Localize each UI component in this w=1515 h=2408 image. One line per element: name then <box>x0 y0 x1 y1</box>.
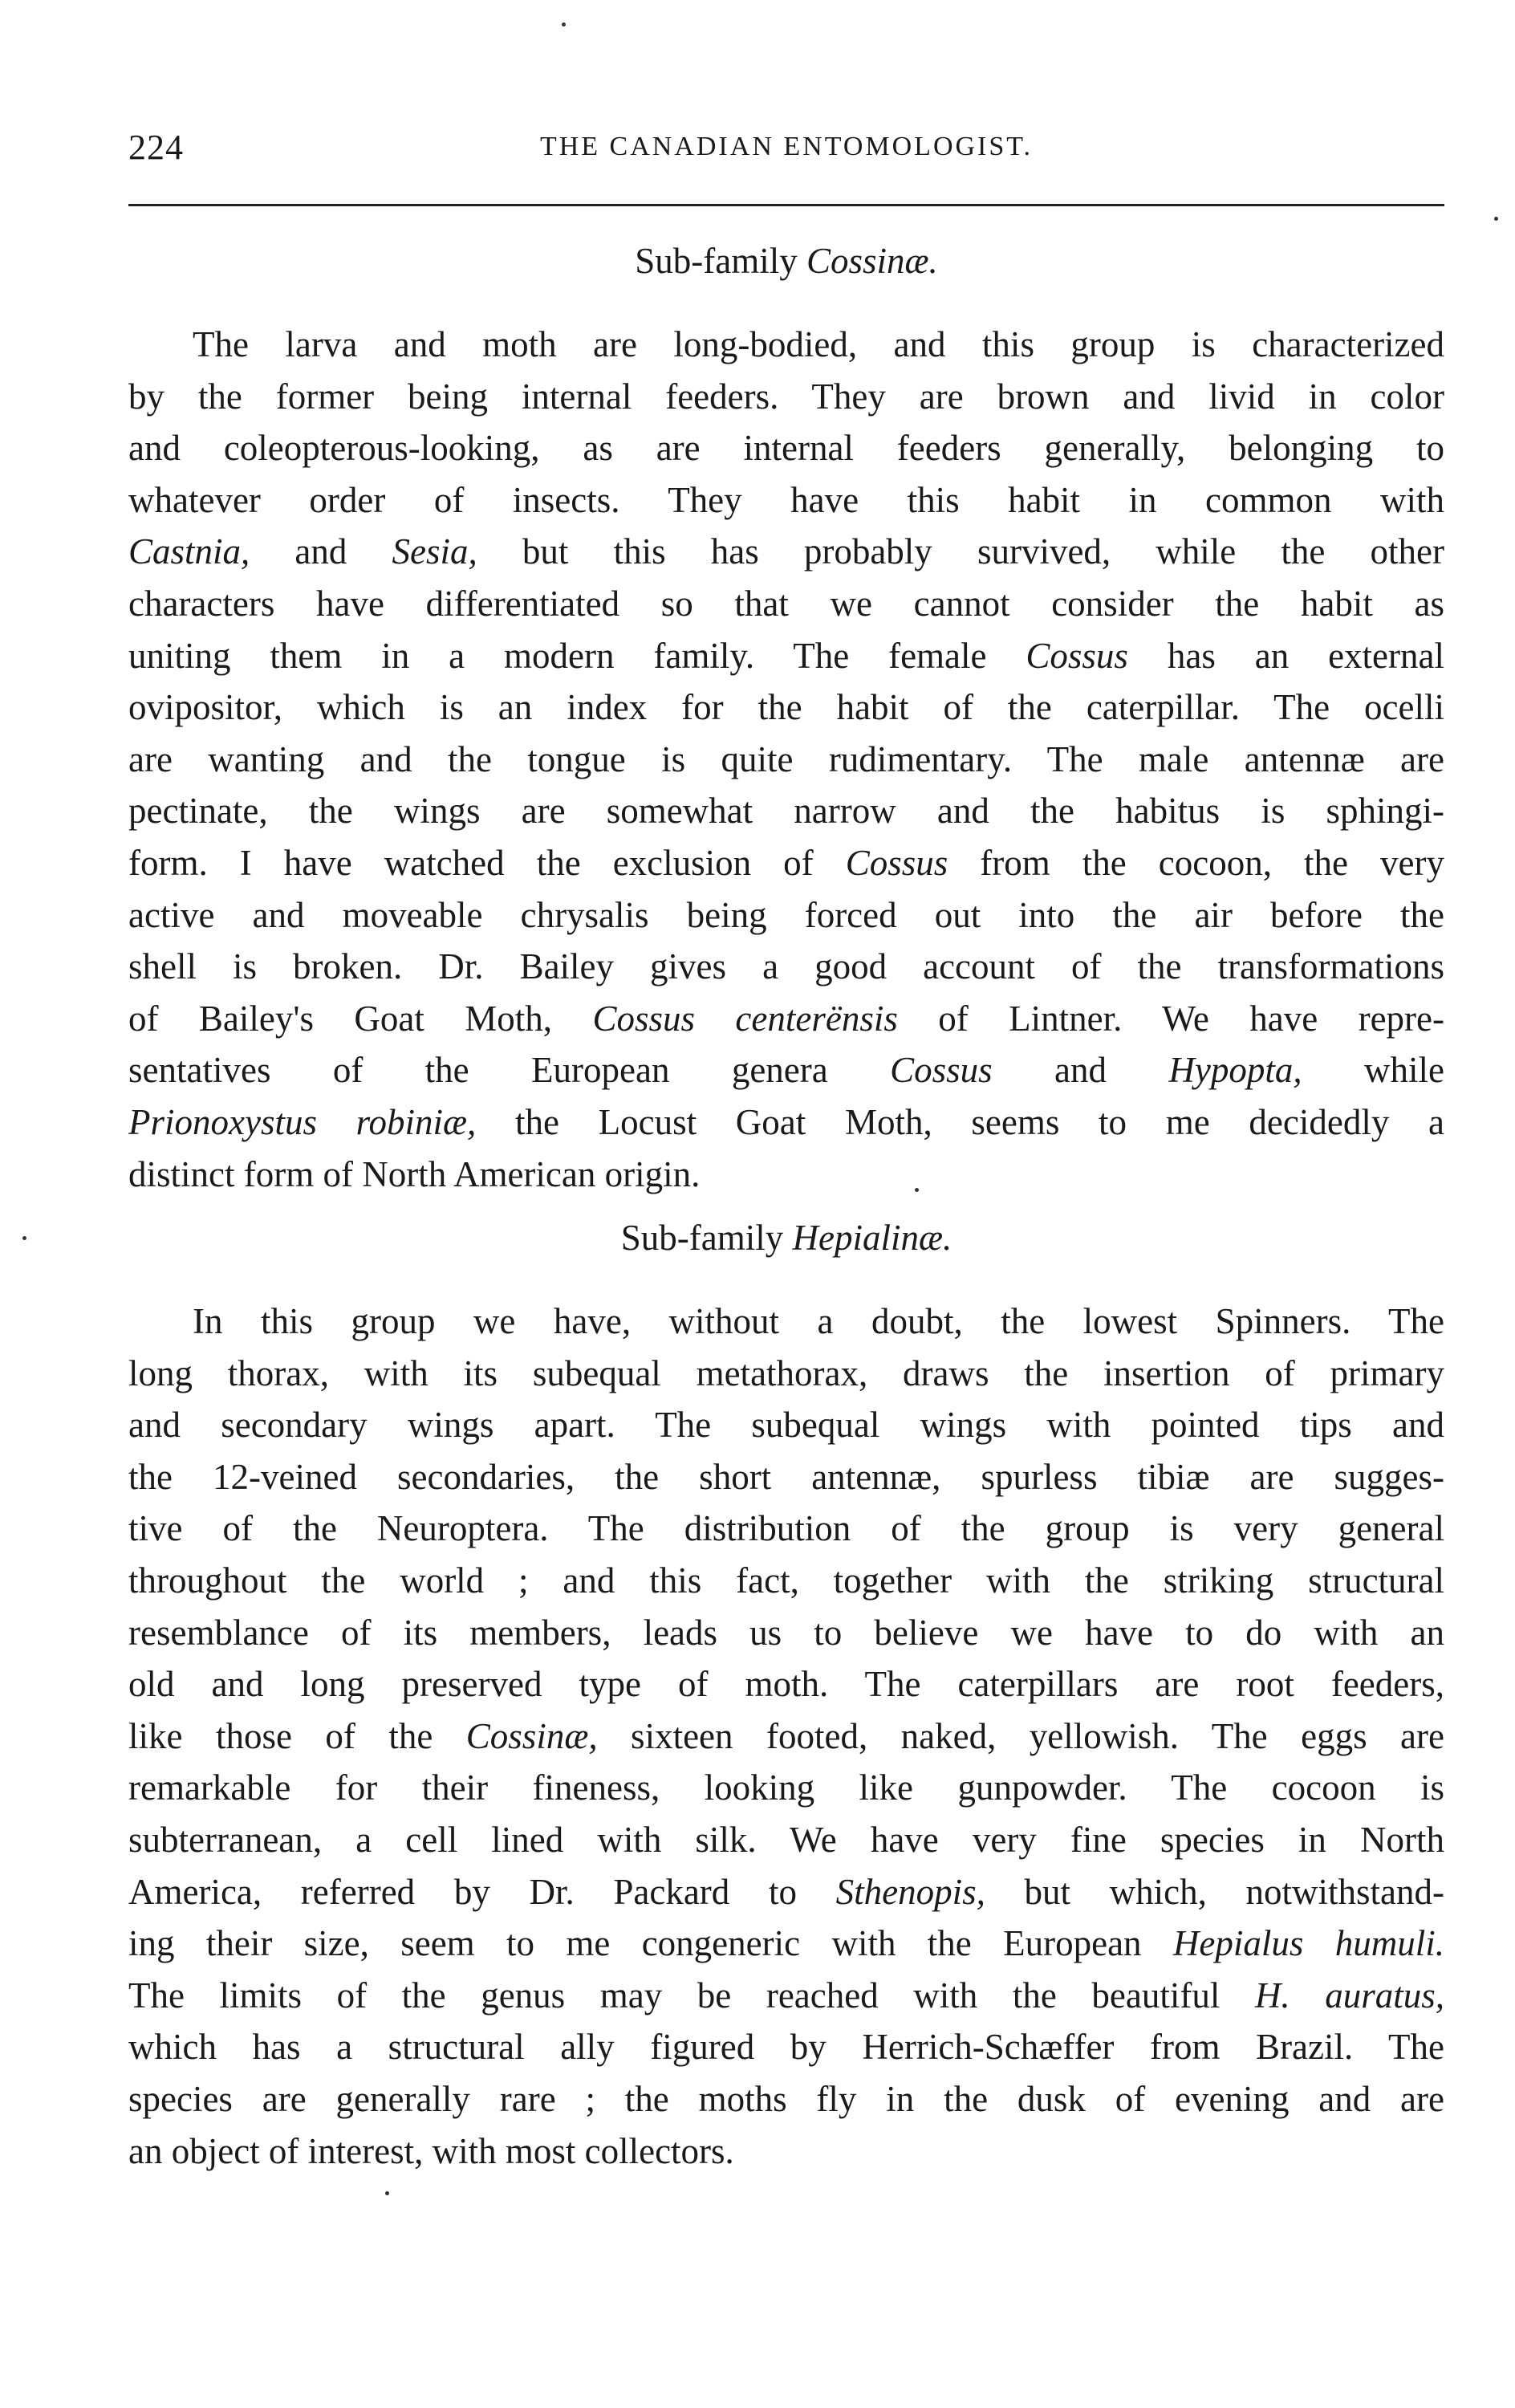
text-run: by the former being internal feeders. They are brown and livid in color <box>128 376 1444 417</box>
text-run: active and moveable chrysalis being forced out into the air before the <box>128 894 1444 935</box>
text-line <box>128 1918 1444 1970</box>
text-run: the Locust Goat Moth, seems to me decidedly a <box>476 1101 1444 1142</box>
text-line <box>128 2125 1444 2178</box>
text-line <box>128 371 1444 423</box>
italic-term: Cossus <box>1026 635 1128 676</box>
text-run: shell is broken. Dr. Bailey gives a good account of the transformations <box>128 946 1444 987</box>
print-speck <box>385 2191 389 2195</box>
text-line <box>128 734 1444 786</box>
text-line <box>128 1607 1444 1659</box>
text-line <box>128 1399 1444 1451</box>
paragraph <box>128 1296 1444 2177</box>
text-line <box>128 1451 1444 1503</box>
section-heading-prefix: Sub-family <box>635 241 806 281</box>
text-line <box>128 1503 1444 1555</box>
section-heading <box>128 1214 1444 1262</box>
text-run: The limits of the genus may be reached with the beautiful <box>128 1975 1255 2015</box>
italic-term: H. auratus, <box>1254 1975 1444 2015</box>
text-line <box>128 630 1444 682</box>
text-run: tive of the Neuroptera. The distribution of the group is very general <box>128 1508 1444 1549</box>
section-heading <box>128 237 1444 285</box>
text-run: sixteen footed, naked, yellowish. The eggs are <box>597 1715 1444 1756</box>
text-run: of Bailey's Goat Moth, <box>128 998 593 1039</box>
print-speck <box>915 1188 919 1192</box>
text-line <box>128 2073 1444 2125</box>
text-line <box>128 526 1444 578</box>
italic-term: Sthenopis, <box>835 1871 985 1912</box>
text-line <box>128 1096 1444 1149</box>
text-run: characters have differentiated so that we cannot consider the habit as <box>128 583 1444 624</box>
text-run: America, referred by Dr. Packard to <box>128 1871 836 1912</box>
italic-term: Sesia, <box>392 531 477 572</box>
text-run: remarkable for their fineness, looking like gunpowder. The cocoon is <box>128 1767 1444 1808</box>
text-run: and <box>250 531 392 572</box>
text-run: and secondary wings apart. The subequal wings with pointed tips and <box>128 1405 1444 1446</box>
text-line <box>128 1555 1444 1607</box>
text-run: pectinate, the wings are somewhat narrow and the habitus is sphingi- <box>128 791 1444 832</box>
print-speck <box>1494 217 1498 221</box>
text-line <box>128 1866 1444 1918</box>
text-run: like those of the <box>128 1715 466 1756</box>
text-run: from the cocoon, the very <box>948 842 1444 883</box>
text-line <box>128 993 1444 1045</box>
text-run: an object of interest, with most collectors. <box>128 2130 734 2171</box>
text-run: and coleopterous-looking, as are internal feeders generally, belonging to <box>128 428 1444 469</box>
section-cossinae <box>128 237 1444 1200</box>
journal-title: THE CANADIAN ENTOMOLOGIST. <box>539 132 1034 161</box>
text-line <box>128 1149 1444 1201</box>
text-line <box>128 422 1444 474</box>
text-run: sentatives of the European genera <box>128 1050 891 1091</box>
text-line <box>128 1658 1444 1710</box>
text-run: of Lintner. We have repre- <box>897 998 1444 1039</box>
text-run: In this group we have, without a doubt, the lowest Spinners. The <box>193 1301 1444 1341</box>
text-line <box>128 1970 1444 2022</box>
text-run: subterranean, a cell lined with silk. We have very fine species in North <box>128 1819 1444 1860</box>
text-run: long thorax, with its subequal metathorax, draws the insertion of primary <box>128 1352 1444 1393</box>
text-run: throughout the world ; and this fact, together with the striking structural <box>128 1560 1444 1601</box>
italic-term: Cossus <box>845 842 948 883</box>
text-line <box>128 1296 1444 1348</box>
text-line <box>128 837 1444 889</box>
section-heading-taxon: Hepialinæ. <box>792 1218 952 1258</box>
text-run: ing their size, seem to me congeneric with the European <box>128 1923 1173 1964</box>
text-run: whatever order of insects. They have this habit in common with <box>128 479 1444 520</box>
italic-term: Hypopta, <box>1168 1050 1302 1091</box>
text-run: form. I have watched the exclusion of <box>128 842 846 883</box>
text-line <box>128 941 1444 993</box>
text-run: resemblance of its members, leads us to believe we have to do with an <box>128 1612 1444 1653</box>
text-run: distinct form of North American origin. <box>128 1153 701 1194</box>
page-number: 224 <box>128 128 184 167</box>
text-run: and <box>992 1050 1169 1091</box>
text-line <box>128 1710 1444 1763</box>
section-hepialinae <box>128 1214 1444 2177</box>
italic-term: Castnia, <box>128 531 250 572</box>
text-line <box>128 1814 1444 1866</box>
section-heading-taxon: Cossinæ. <box>806 241 938 281</box>
print-speck <box>22 1236 26 1240</box>
print-speck <box>562 22 566 26</box>
section-heading-prefix: Sub-family <box>620 1218 793 1258</box>
text-line <box>128 681 1444 734</box>
text-run: which has a structural ally figured by Herrich-Schæffer from Brazil. The <box>128 2027 1444 2068</box>
text-line <box>128 889 1444 942</box>
text-line <box>128 1044 1444 1096</box>
italic-term: Hepialus humuli. <box>1172 1923 1444 1964</box>
paragraph <box>128 319 1444 1200</box>
text-run: are wanting and the tongue is quite rudimentary. The male antennæ are <box>128 738 1444 779</box>
text-line <box>128 2021 1444 2073</box>
text-line <box>128 1348 1444 1400</box>
text-run: uniting them in a modern family. The female <box>128 635 1026 676</box>
text-run: while <box>1302 1050 1444 1091</box>
header-rule <box>128 204 1444 206</box>
text-run: the 12-veined secondaries, the short antennæ, spurless tibiæ are sugges- <box>128 1456 1444 1497</box>
text-run: but this has probably survived, while the other <box>477 531 1444 572</box>
text-run: The larva and moth are long-bodied, and this group is characterized <box>193 324 1444 364</box>
italic-term: Cossus centerënsis <box>592 998 898 1039</box>
text-line <box>128 474 1444 527</box>
text-run: old and long preserved type of moth. The caterpillars are root feeders, <box>128 1664 1444 1705</box>
running-head <box>128 127 1444 175</box>
text-line <box>128 785 1444 837</box>
text-run: ovipositor, which is an index for the habit of the caterpillar. The ocelli <box>128 687 1444 728</box>
italic-term: Cossinæ, <box>465 1715 598 1756</box>
text-run: but which, notwithstand- <box>985 1871 1444 1912</box>
text-line <box>128 578 1444 630</box>
italic-term: Cossus <box>890 1050 993 1091</box>
italic-term: Prionoxystus robiniæ, <box>128 1101 477 1142</box>
text-line <box>128 1762 1444 1814</box>
text-run: has an external <box>1127 635 1444 676</box>
text-line <box>128 319 1444 371</box>
text-run: species are generally rare ; the moths fly in the dusk of evening and are <box>128 2078 1444 2119</box>
